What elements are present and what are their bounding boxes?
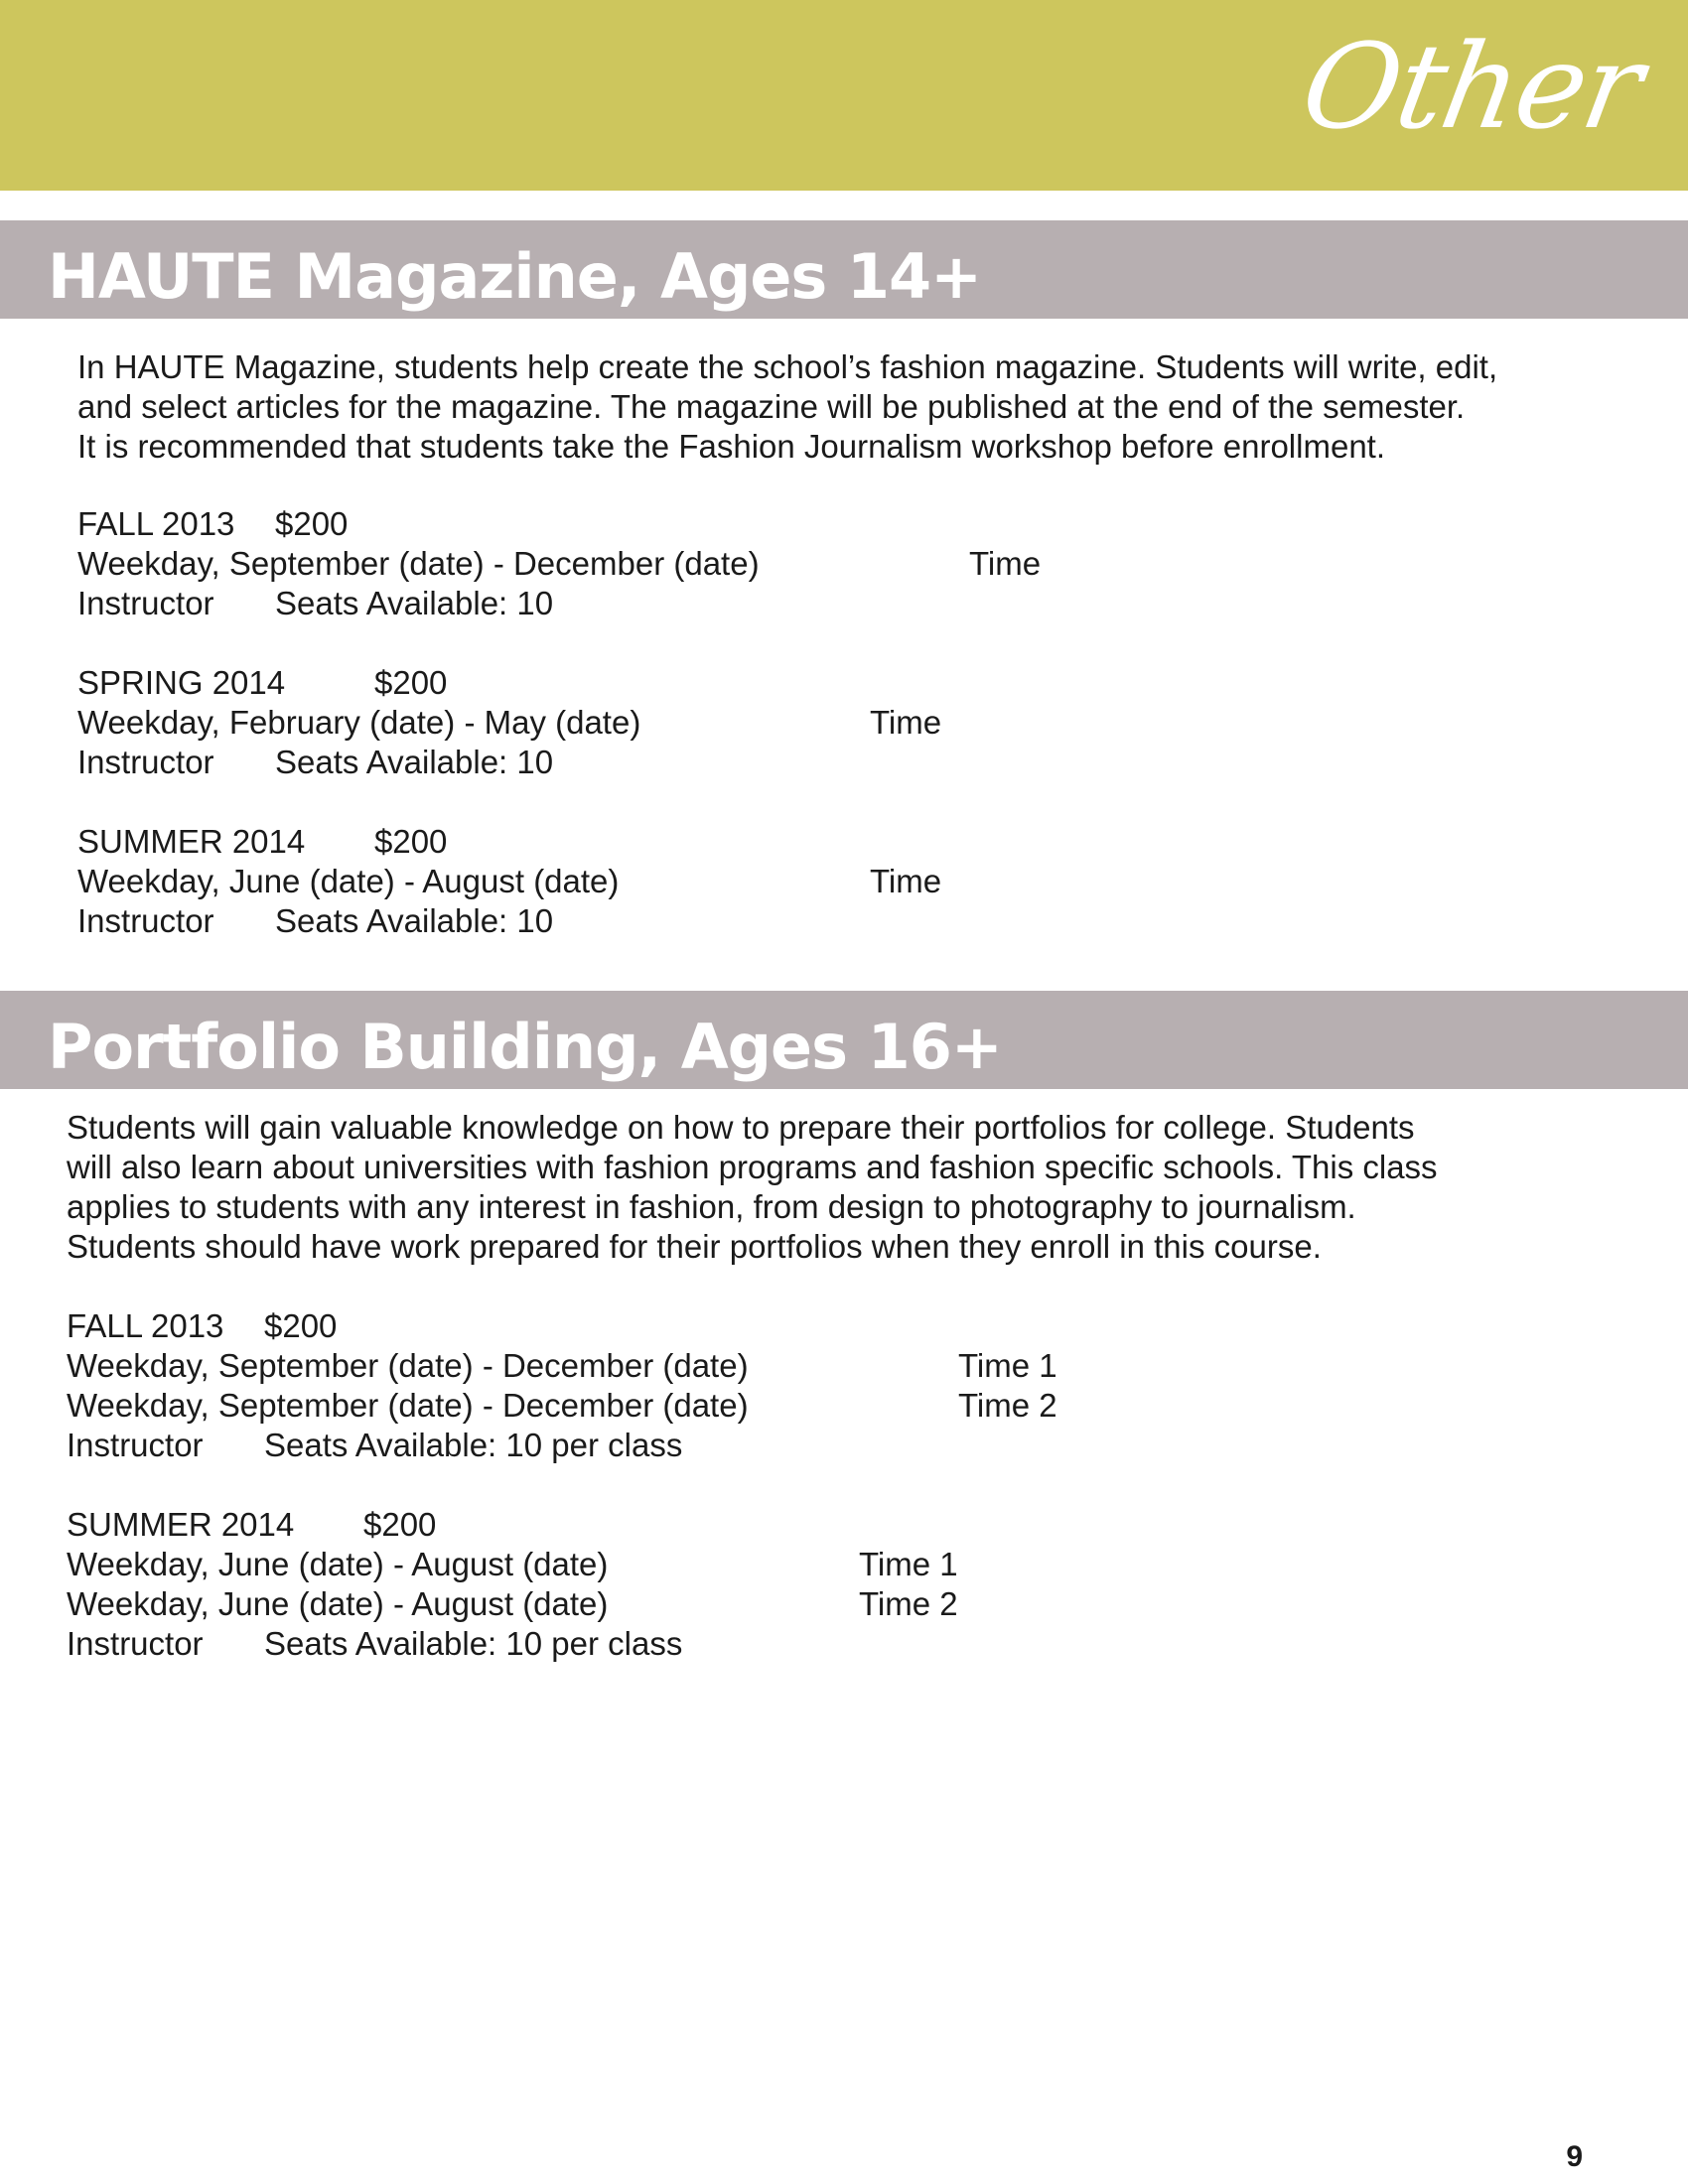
session-time: Time <box>870 704 942 741</box>
session-term: FALL 2013 <box>77 505 235 542</box>
session-time: Time 1 <box>859 1546 958 1582</box>
course-description: Students will gain valuable knowledge on how to prepare their portfolios for college. Students will also learn about universities with fashion programs and fashion specific schools. This class applies to students with any interest in fashion, from design to photography to journalism. Students should have work prepared for their portfolios when they enroll in this course. <box>67 1109 1438 1265</box>
session-time: Time 1 <box>958 1347 1057 1384</box>
session-instructor: Instructor <box>77 585 214 621</box>
session-instructor: Instructor <box>67 1427 204 1463</box>
course-header-haute-magazine <box>0 220 1688 319</box>
session-time: Time <box>870 863 942 899</box>
session-price: $200 <box>275 505 349 542</box>
session-instructor: Instructor <box>67 1625 204 1662</box>
session-term: SUMMER 2014 <box>67 1506 295 1543</box>
session-days: Weekday, June (date) - August (date) <box>77 863 620 899</box>
session-time: Time 2 <box>859 1585 958 1622</box>
session-time: Time <box>969 545 1042 582</box>
top-color-band <box>0 0 1688 191</box>
session-instructor: Instructor <box>77 744 214 780</box>
session-price: $200 <box>264 1307 338 1344</box>
session-days: Weekday, June (date) - August (date) <box>67 1585 609 1622</box>
session-seats: Seats Available: 10 per class <box>264 1427 683 1463</box>
course-title: HAUTE Magazine, Ages 14+ <box>48 240 982 313</box>
page-number: 9 <box>1566 2140 1583 2173</box>
session-days: Weekday, June (date) - August (date) <box>67 1546 609 1582</box>
session-price: $200 <box>374 823 448 860</box>
session-seats: Seats Available: 10 <box>275 744 554 780</box>
session-time: Time 2 <box>958 1387 1057 1424</box>
course-header-portfolio-building <box>0 991 1688 1089</box>
session-seats: Seats Available: 10 per class <box>264 1625 683 1662</box>
session-term: SUMMER 2014 <box>77 823 306 860</box>
session-term: FALL 2013 <box>67 1307 224 1344</box>
session-days: Weekday, September (date) - December (date) <box>77 545 760 582</box>
session-instructor: Instructor <box>77 902 214 939</box>
course-description: In HAUTE Magazine, students help create the school’s fashion magazine. Students will write, edit, and select articles for the magazine. The magazine will be published at the end of the semester. It is recommended that students take the Fashion Journalism workshop before enrollment. <box>77 348 1498 465</box>
session-term: SPRING 2014 <box>77 664 286 701</box>
session-days: Weekday, September (date) - December (date) <box>67 1387 749 1424</box>
session-price: $200 <box>374 664 448 701</box>
session-days: Weekday, September (date) - December (date) <box>67 1347 749 1384</box>
session-price: $200 <box>363 1506 437 1543</box>
course-title: Portfolio Building, Ages 16+ <box>48 1011 1002 1083</box>
section-tag: Other <box>1292 18 1651 155</box>
session-seats: Seats Available: 10 <box>275 902 554 939</box>
session-seats: Seats Available: 10 <box>275 585 554 621</box>
session-days: Weekday, February (date) - May (date) <box>77 704 641 741</box>
